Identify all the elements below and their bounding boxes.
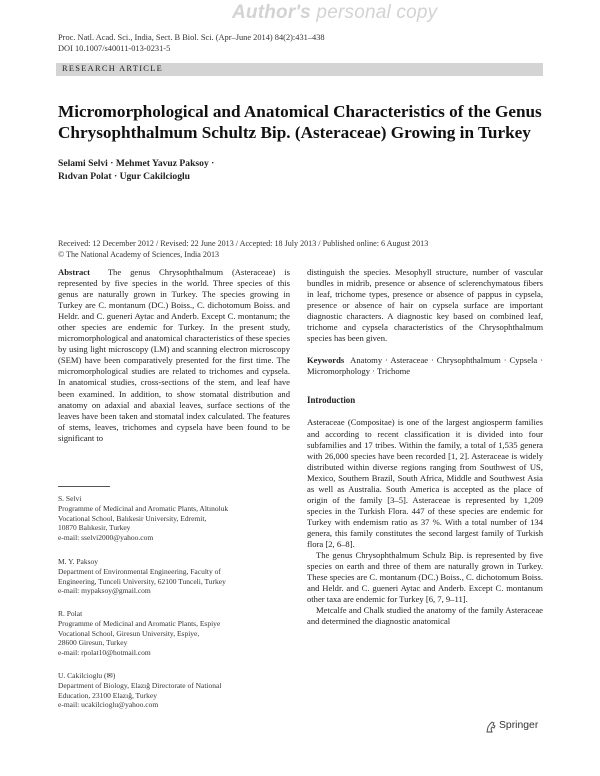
- abstract-paragraph: [58, 267, 290, 444]
- affiliation-line: Department of Biology, Elazığ Directorate of National: [58, 680, 222, 690]
- watermark-banner: [0, 0, 600, 26]
- intro-paragraph-2: The genus Chrysophthalmum Schulz Bip. is represented by five species on earth and three of them are naturally grown in Turkey. These species are C. montanum (DC.) Boiss., C. dichotomum Boiss. and Heldr. and C. gueneri Aytac and Anderb. Except C. montanum other taxa are endemic for Turkey [6, 7, 9–11].: [307, 550, 543, 605]
- date-history: Received: 12 December 2012 / Revised: 22 June 2013 / Accepted: 18 July 2013 / Published online: 6 August 2013: [58, 239, 429, 248]
- affiliation-name: S. Selvi: [58, 494, 82, 503]
- author-list: [58, 158, 548, 183]
- abstract-continued: distinguish the species. Mesophyll structure, number of vascular bundles in midrib, presence or absence of sclerenchymatous fibers in leaf, trichome types, presence or absence of pappus in cypsela, presence or absence of hair on cypsela surface are important diagnostic characters. A diagnostic key based on combined leaf, trichome and cypsela characteristics of the Chrysophthalmum species has been given.: [307, 267, 543, 344]
- intro-paragraph-1: Asteraceae (Compositae) is one of the largest angiosperm families and according to recent classification it is divided into four subfamilies and 17 tribes. Within the family, a total of 1,535 genera with 26,000 species have been recorded [1, 2]. Asteraceae is widely distributed within diverse regions ranging from Southwest of US, Mexico, Southern Brazil, South Africa, Middle and Southwest Asia as well as Australia. South America is accepted as the place of origin of the family [3–5]. Asteraceae is represented by 1,209 species in the Turkish Flora. 447 of these species are endemic for Turkey with endemism ratio as 37 %. With a total number of 134 genera, this family constitutes the second largest family of Turkish flora [2, 6–8].: [307, 417, 543, 549]
- affiliation-line: Programme of Medicinal and Aromatic Plants, Espiye: [58, 618, 221, 628]
- affiliation-email: e-mail: rpolat10@hotmail.com: [58, 648, 151, 658]
- affiliation-email: e-mail: ucakilcioglu@yahoo.com: [58, 700, 159, 710]
- affiliation-line: Programme of Medicinal and Aromatic Plants, Altınoluk: [58, 503, 229, 513]
- affiliation-3: [58, 609, 290, 658]
- affiliation-4: [58, 671, 290, 710]
- affiliation-1: [58, 494, 290, 543]
- abstract-label: Abstract: [58, 267, 90, 277]
- publisher-name: Springer: [499, 720, 539, 731]
- doi: DOI 10.1007/s40011-013-0231-5: [58, 44, 171, 53]
- journal-citation: Proc. Natl. Acad. Sci., India, Sect. B Biol. Sci. (Apr–June 2014) 84(2):431–438: [58, 33, 325, 42]
- affiliation-line: 10870 Balıkesir, Turkey: [58, 523, 131, 533]
- keywords-label: Keywords: [307, 355, 345, 366]
- left-column: [58, 267, 290, 444]
- affiliation-line: Department of Environmental Engineering, Faculty of: [58, 566, 221, 576]
- affiliation-email: e-mail: sselvi2000@yahoo.com: [58, 533, 154, 543]
- journal-header: [58, 32, 325, 54]
- affiliation-email: e-mail: mypaksoy@gmail.com: [58, 586, 151, 596]
- section-bar: [56, 63, 543, 76]
- publisher-logo: [485, 720, 551, 734]
- publication-dates: [58, 239, 548, 260]
- affiliation-line: Vocational School, Giresun University, Espiye,: [58, 628, 200, 638]
- section-label: RESEARCH ARTICLE: [62, 64, 164, 73]
- author-line-2: Rıdvan Polat · Ugur Cakilcioglu: [58, 170, 191, 182]
- article-title: Micromorphological and Anatomical Characteristics of the Genus Chrysophthalmum Schultz Bip. (Asteraceae) Growing in Turkey: [58, 102, 542, 142]
- affiliation-line: Engineering, Tunceli University, 62100 Tunceli, Turkey: [58, 576, 226, 586]
- affiliation-line: 28600 Giresun, Turkey: [58, 638, 128, 648]
- affiliation-name: R. Polat: [58, 609, 83, 618]
- right-column: [307, 267, 543, 627]
- affiliation-line: Vocational School, Balıkesir University, Edremit,: [58, 513, 207, 523]
- author-line-1: Selami Selvi · Mehmet Yavuz Paksoy ·: [58, 158, 215, 169]
- springer-horse-icon: [485, 721, 497, 733]
- affiliation-2: [58, 557, 290, 596]
- affiliation-name: U. Cakilcioglu (✉): [58, 671, 116, 680]
- affiliation-line: Education, 23100 Elazığ, Turkey: [58, 690, 157, 700]
- affiliation-divider: [58, 486, 110, 487]
- affiliation-name: M. Y. Paksoy: [58, 557, 99, 566]
- copyright-line: © The National Academy of Sciences, India 2013: [58, 249, 220, 259]
- abstract-text: The genus Chrysophthalmum (Asteraceae) is represented by five species in the world. Three species of this genus are naturally grown in Turkey. The species growing in Turkey are C. montanum (DC.) Boiss., C. dichotomum Boiss. and Heldr. and C. gueneri Aytac and Anderb. Except C. montanum; the other species are endemic for Turkey. In the present study, micromorphological and anatomical characteristics of these species by using light microscopy (LM) and scanning electron microscopy (SEM) have been comparatively presented for the first time. The micromorphological studies are related to trichomes and cypsela. In anatomical studies, cross-sections of the stem, and leaf have been examined. In addition, to show stomatal distribution and anatomy on adaxial and abaxial leaves, surface sections of the leaves have been taken and stomatal index calculated. The features of stems, leaves, trichomes and cypsela have been found to be significant to: [58, 267, 290, 443]
- keywords-paragraph: [307, 355, 543, 377]
- intro-paragraph-3: Metcalfe and Chalk studied the anatomy of the family Asteraceae and determined the diagnostic anatomical: [307, 605, 543, 627]
- introduction-heading: Introduction: [307, 395, 356, 406]
- watermark-text: Author's personal copy: [232, 2, 438, 23]
- keywords-text: Anatomy · Asteraceae · Chrysophthalmum · Cypsela · Micromorphology · Trichome: [307, 355, 544, 377]
